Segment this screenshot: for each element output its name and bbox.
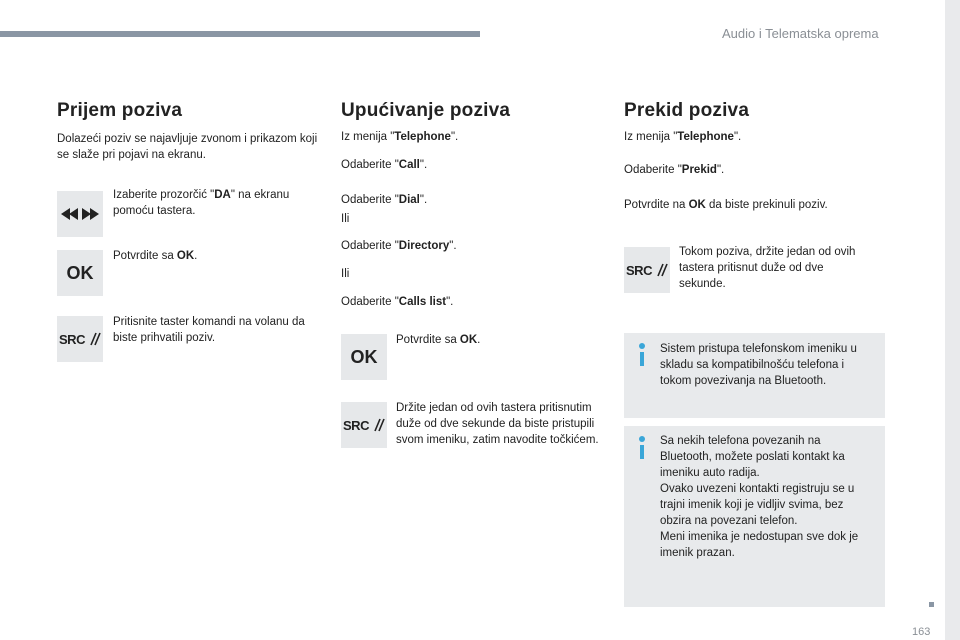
ok-button-icon: OK <box>341 334 387 380</box>
section-title-make <box>341 100 510 122</box>
make-select-calls-list: Odaberite "Calls list". <box>341 296 454 308</box>
receive-step-1: Izaberite prozorčić "DA" na ekranu pomoću tastera. <box>113 189 290 217</box>
end-confirm-ok: Potvrdite na OK da biste prekinuli poziv. <box>624 199 828 211</box>
info-icon-bar <box>640 352 644 366</box>
info-box-contacts <box>624 426 885 607</box>
src-steering-button-icon: SRC <box>624 247 670 293</box>
make-step-ok: Potvrdite sa OK. <box>396 334 481 346</box>
or-label-2: Ili <box>341 268 350 280</box>
receive-step-3: Pritisnite taster komandi na volanu da biste prihvatili poziv. <box>113 316 305 344</box>
make-step-src: Držite jedan od ovih tastera pritisnutim duže od dve sekunde da biste pristupili svom imeniku, zatim navodite točkićem. <box>396 402 599 446</box>
or-label-1: Ili <box>341 213 350 225</box>
make-select-dial: Odaberite "Dial". <box>341 194 428 206</box>
make-select-directory: Odaberite "Directory". <box>341 240 457 252</box>
info-icon <box>639 436 645 442</box>
ok-button-icon: OK <box>57 250 103 296</box>
src-steering-button-icon: SRC <box>341 402 387 448</box>
end-menu-line: Iz menija "Telephone". <box>624 131 742 143</box>
src-steering-button-icon: SRC <box>57 316 103 362</box>
section-header: Audio i Telematska oprema <box>722 26 879 41</box>
arrow-keys-icon <box>57 191 103 237</box>
heading-receive-call: Prijem poziva <box>57 100 183 121</box>
header-rule <box>0 31 480 37</box>
heading-make-call: Upućivanje poziva <box>341 100 511 121</box>
receive-step-2: Potvrdite sa OK. <box>113 250 198 262</box>
receive-intro: Dolazeći poziv se najavljuje zvonom i prikazom koji se slaže pri pojavi na ekranu. <box>57 133 318 161</box>
make-select-call: Odaberite "Call". <box>341 159 428 171</box>
info-box-phonebook <box>624 333 885 418</box>
info-icon <box>639 343 645 349</box>
heading-end-call: Prekid poziva <box>624 100 750 121</box>
info-text-1: Sistem pristupa telefonskom imeniku u skladu sa kompatibilnošću telefona i tokom povezivanja na Bluetooth. <box>660 343 857 387</box>
section-title-receive <box>57 100 182 122</box>
make-menu-line: Iz menija "Telephone". <box>341 131 459 143</box>
page-edge-strip <box>945 0 960 640</box>
info-icon-bar <box>640 445 644 459</box>
info-text-2: Sa nekih telefona povezanih na Bluetooth, možete poslati kontakt ka imeniku auto radija. Ovako uvezeni kontakti registruju se u trajni imenik koji je vidljiv svima, bez obzira na povezani telefon. Meni imenika je nedostupan sve dok je imenik prazan. <box>660 435 859 559</box>
end-step-src: Tokom poziva, držite jedan od ovih tastera pritisnut duže od dve sekunde. <box>679 246 856 290</box>
page-marker <box>929 602 934 607</box>
section-title-end <box>624 100 749 122</box>
page-number: 163 <box>912 626 931 638</box>
end-select-prekid: Odaberite "Prekid". <box>624 164 725 176</box>
